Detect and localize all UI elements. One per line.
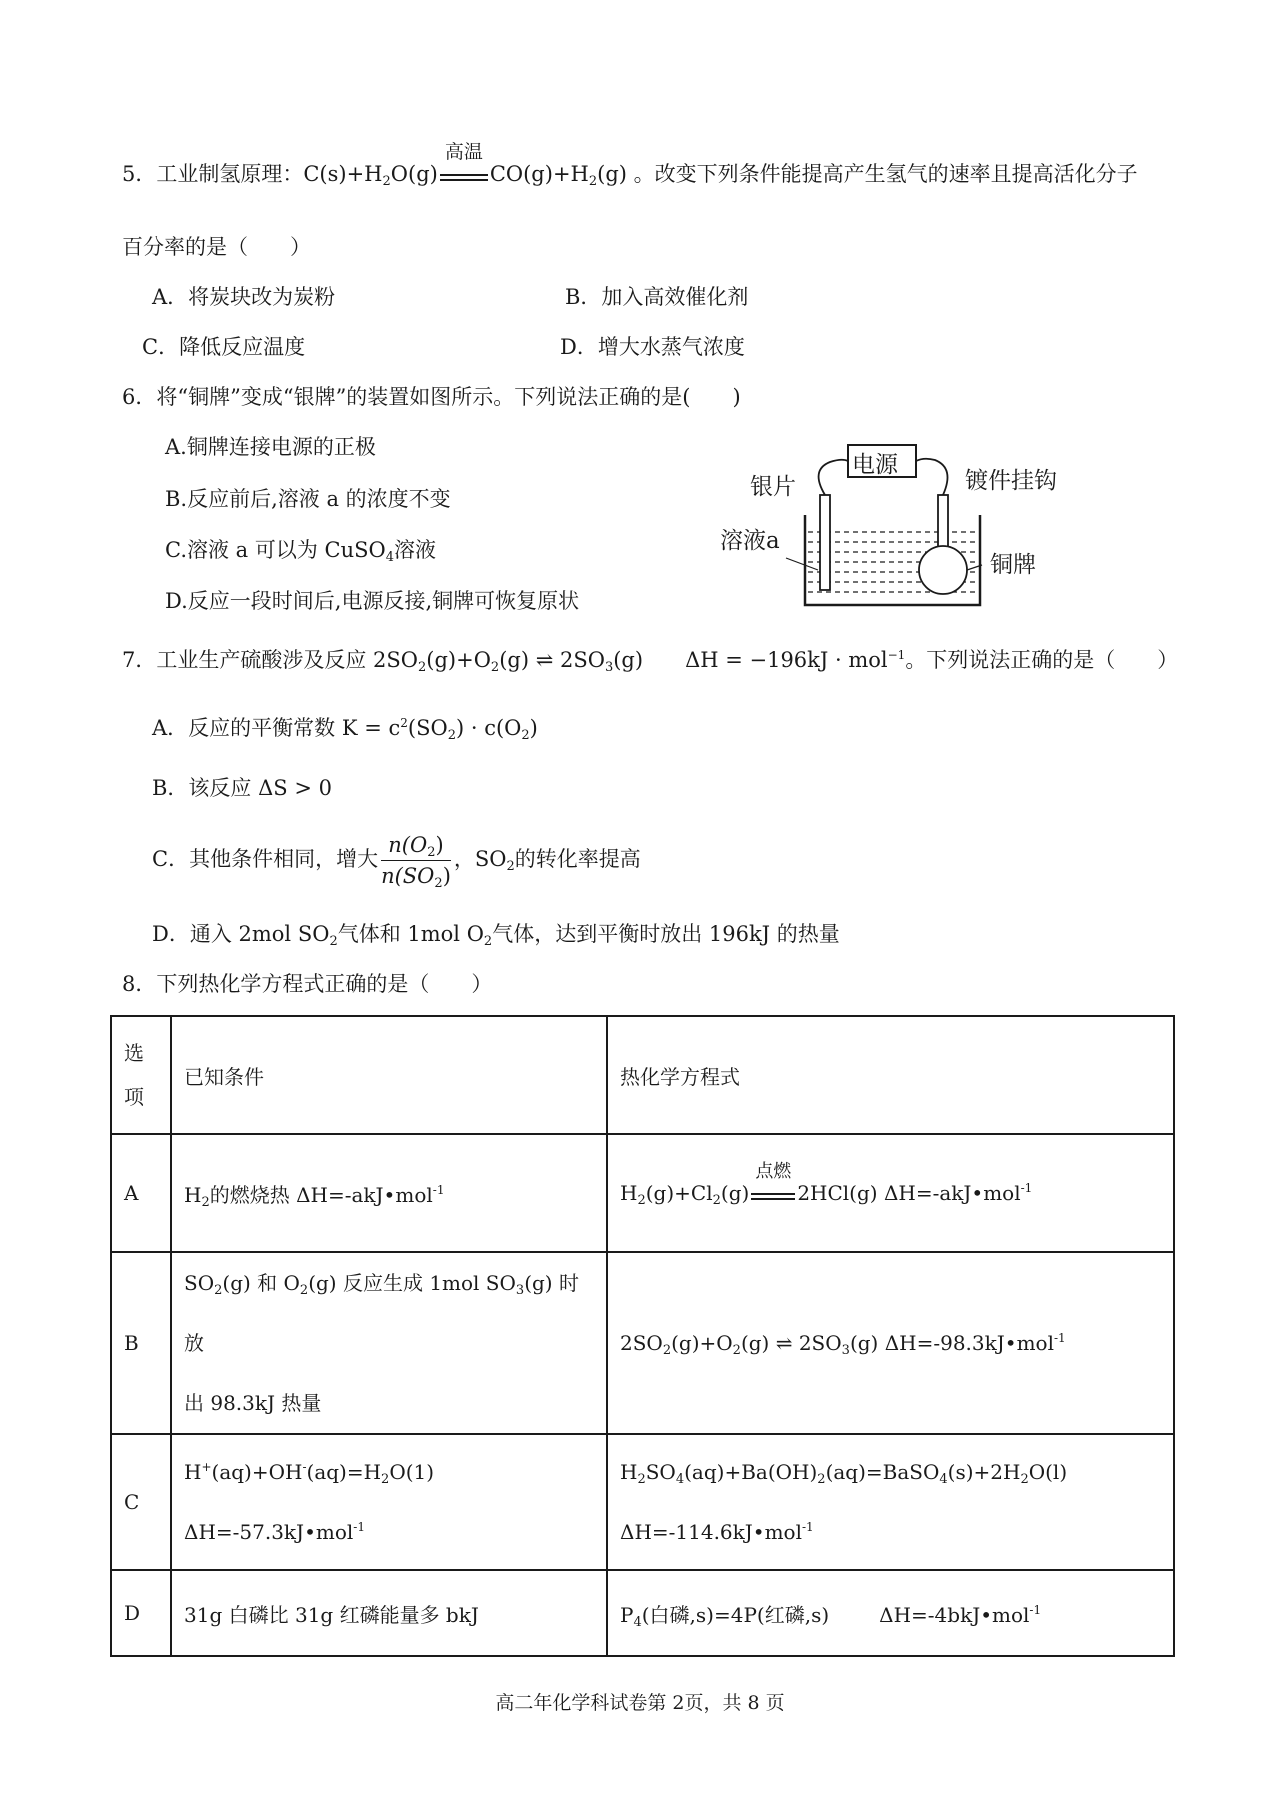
hook-label: 镀件挂钩 (965, 468, 1057, 494)
row-condition: $H^+(aq)+OH^-(aq)=H_2O(1)$ ΔH=-57.3kJ•mol$^{-1}$ (171, 1434, 607, 1570)
header-equation: 热化学方程式 (607, 1016, 1174, 1134)
table-row (111, 1434, 1174, 1570)
q6-option-d: D.反应一段时间后,电源反接,铜牌可恢复原状 (165, 589, 580, 613)
row-condition: 31g 白磷比 31g 红磷能量多 bkJ (171, 1570, 607, 1656)
header-option: 选 项 (111, 1016, 171, 1134)
q6-option-c: C.溶液 a 可以为 CuSO$_4$溶液 (165, 538, 437, 565)
q7-option-b: B．该反应 ΔS > 0 (152, 776, 332, 800)
row-condition: $SO_2(g)$ 和 $O_2(g)$ 反应生成 1mol $SO_3(g)$ 时放 出 98.3kJ 热量 (171, 1252, 607, 1434)
silver-plate-label: 银片 (750, 474, 796, 500)
fraction: $\frac{n(O_2)}{n(SO_2)}$ (381, 830, 451, 891)
q6-stem: 6．将“铜牌”变成“银牌”的装置如图所示。下列说法正确的是( ) (122, 385, 741, 409)
q8-stem: 8．下列热化学方程式正确的是（ ） (122, 972, 493, 996)
q8-table (110, 1015, 1175, 1657)
q6-option-b: B.反应前后,溶液 a 的浓度不变 (165, 487, 451, 511)
table-row (111, 1570, 1174, 1656)
header-condition: 已知条件 (171, 1016, 607, 1134)
q7-option-d: D．通入 2mol $SO_2$气体和 1mol $O_2$气体，达到平衡时放出 196kJ 的热量 (152, 922, 840, 949)
q7-option-a: A．反应的平衡常数 $K = c^2(SO_2) \cdot c(O_2)$ (152, 716, 538, 743)
copper-plate-label: 铜牌 (990, 552, 1036, 578)
table-row (111, 1134, 1174, 1252)
q7-stem: 7．工业生产硫酸涉及反应 $2SO_2(g)+O_2(g)$ ⇌ $2SO_3(g)$ ΔH = −196kJ · mol$^{-1}$。下列说法正确的是（ ） (122, 648, 1179, 675)
row-equation: $H_2SO_4(aq)+Ba(OH)_2(aq)=BaSO_4(s)+2H_2O(l)$ ΔH=-114.6kJ•mol$^{-1}$ (607, 1434, 1174, 1570)
table-row (111, 1252, 1174, 1434)
q6-option-a: A.铜牌连接电源的正极 (165, 435, 376, 459)
row-equation: $2SO_2(g)+O_2(g)$ ⇌ $2SO_3(g)$ ΔH=-98.3kJ•mol$^{-1}$ (607, 1252, 1174, 1434)
q7-option-c: C．其他条件相同，增大 $\frac{n(O_2)}{n(SO_2)}$ ，$SO_2$的转化率提高 (152, 830, 641, 891)
row-label: B (111, 1252, 171, 1434)
q5-stem-line2: 百分率的是（ ） (122, 235, 311, 259)
row-condition: $H_2$的燃烧热 ΔH=-akJ•mol$^{-1}$ (171, 1134, 607, 1252)
row-label: D (111, 1570, 171, 1656)
power-source-label: 电源 (852, 452, 898, 478)
row-equation: $H_2(g)+Cl_2(g)$ 点燃 2HCl(g) ΔH=-akJ•mol$^{-1}$ (607, 1134, 1174, 1252)
page-footer: 高二年化学科试卷第 2页，共 8 页 (495, 1692, 785, 1714)
reaction-condition: 高温 (440, 162, 488, 181)
q5-option-b: B．加入高效催化剂 (565, 285, 749, 309)
q5-option-d: D．增大水蒸气浓度 (560, 335, 745, 359)
q5-stem-line1: 5．工业制氢原理：$C(s)+H_2O(g)$ 高温 $CO(g)+H_2(g)$ 。改变下列条件能提高产生氢气的速率且提高活化分子 (122, 141, 1138, 189)
row-equation: $P_4$(白磷,s)=4P(红磷,s) ΔH=-4bkJ•mol$^{-1}$ (607, 1570, 1174, 1656)
row-label: C (111, 1434, 171, 1570)
q5-option-c: C．降低反应温度 (142, 335, 306, 359)
table-header-row (111, 1016, 1174, 1134)
q5-option-a: A．将炭块改为炭粉 (152, 285, 336, 309)
solution-label: 溶液a (720, 528, 780, 554)
row-label: A (111, 1134, 171, 1252)
